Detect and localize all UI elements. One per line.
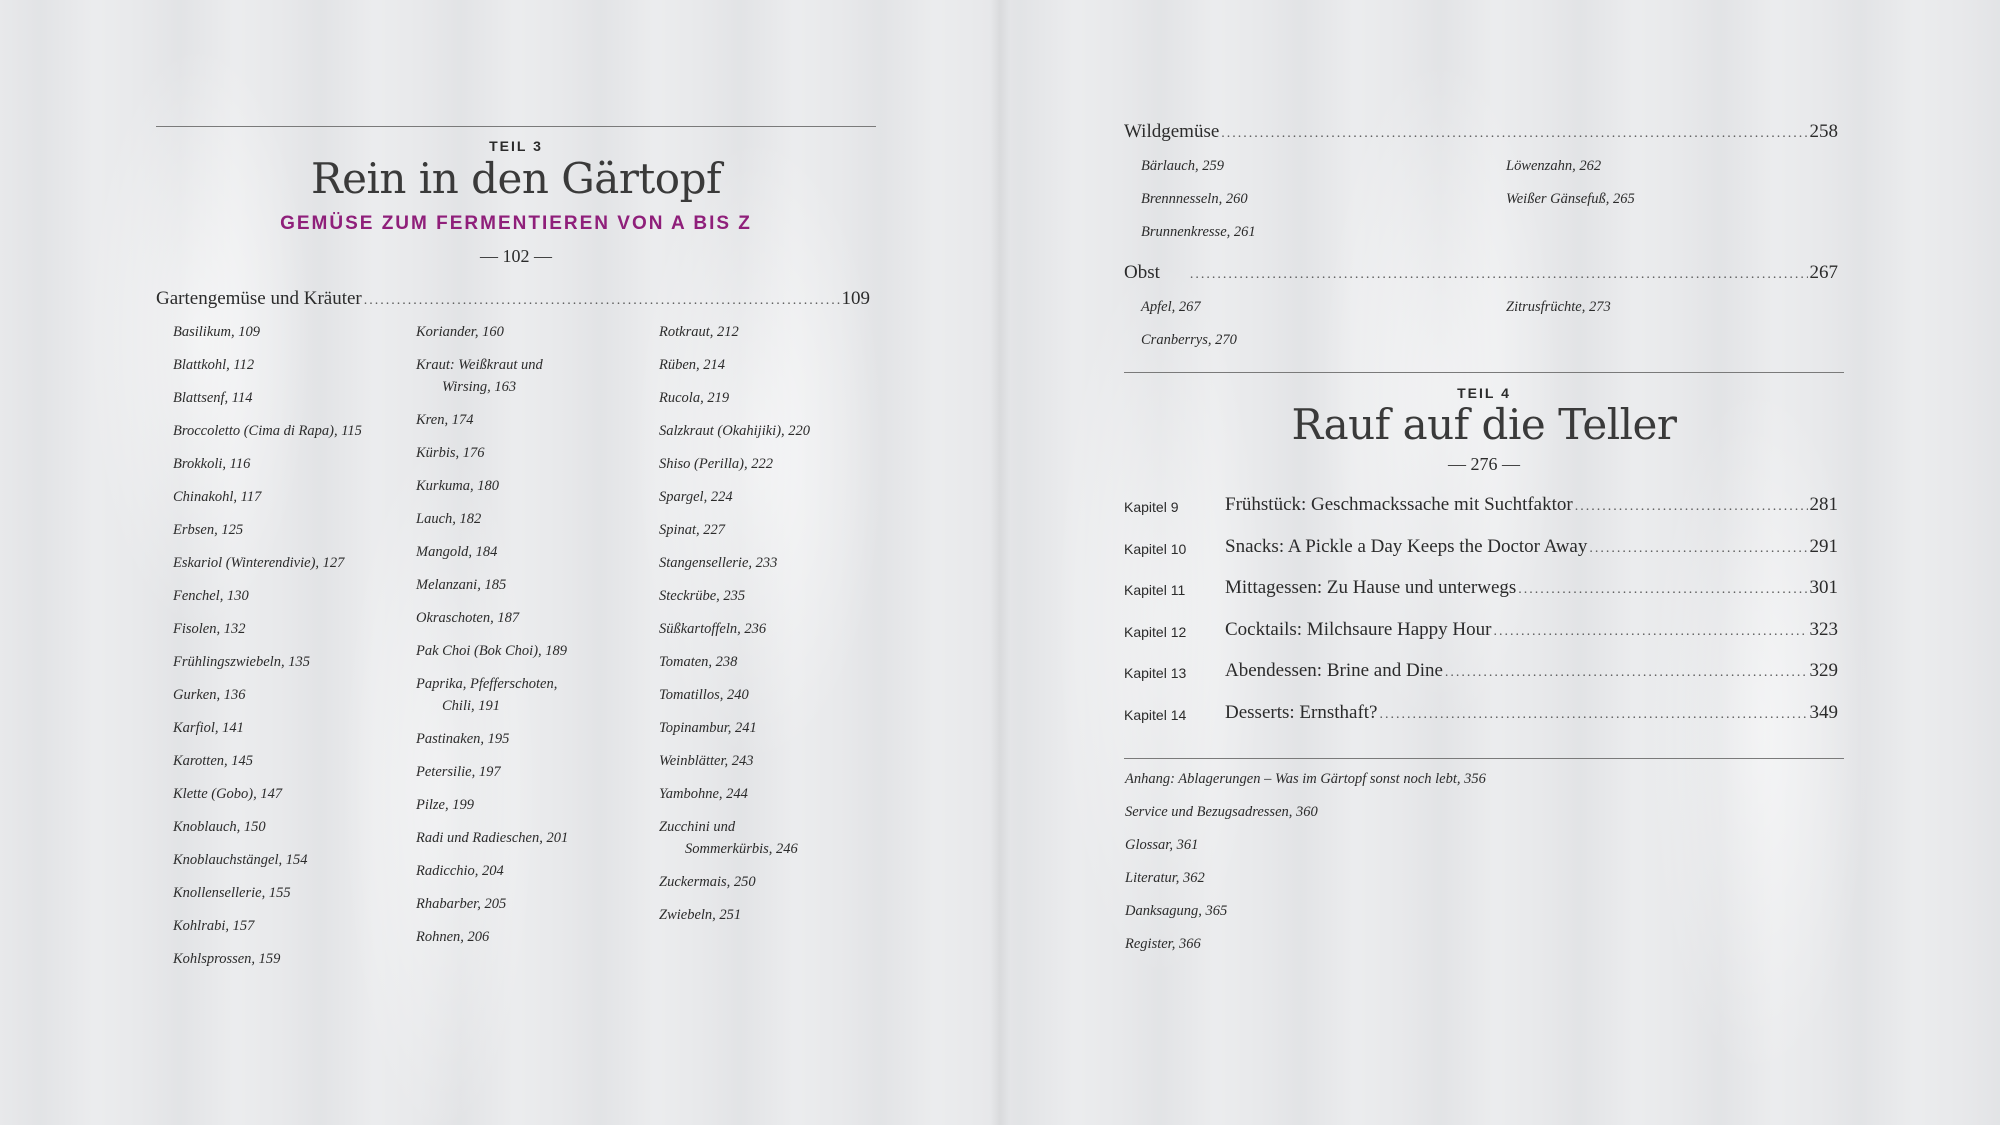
part-3-title: Rein in den Gärtopf (310, 154, 722, 203)
appendix-entry[interactable]: Glossar, 361 (1125, 837, 1199, 853)
toc-entry[interactable]: Klette (Gobo), 147 (173, 786, 283, 802)
toc-entry[interactable]: Zucchini und (659, 819, 736, 835)
toc-entry[interactable]: Kraut: Weißkraut und (416, 357, 543, 373)
toc-entry[interactable]: Frühlingszwiebeln, 135 (173, 654, 310, 670)
leader-dots (1518, 582, 1807, 598)
toc-entry[interactable]: Spinat, 227 (659, 522, 726, 538)
right-mid-rule (1124, 372, 1844, 373)
toc-entry[interactable]: Fisolen, 132 (173, 621, 246, 637)
chapter-page: 281 (1809, 494, 1838, 515)
section-page: 109 (841, 288, 870, 309)
part-4-page-mark: — 276 — (1448, 454, 1520, 474)
toc-entry[interactable]: Tomaten, 238 (659, 654, 738, 670)
part-3-subtitle: GEMÜSE ZUM FERMENTIEREN VON A BIS Z (280, 213, 752, 234)
toc-entry[interactable]: Yambohne, 244 (659, 786, 748, 802)
toc-entry[interactable]: Chinakohl, 117 (173, 489, 262, 505)
section-title: Gartengemüse und Kräuter (156, 288, 362, 309)
toc-entry[interactable]: Kohlsprossen, 159 (173, 951, 281, 967)
toc-entry[interactable]: Knollensellerie, 155 (173, 885, 291, 901)
chapter-entry[interactable] (1225, 577, 1838, 599)
toc-entry[interactable]: Kohlrabi, 157 (173, 918, 255, 934)
toc-entry[interactable]: Steckrübe, 235 (659, 588, 746, 604)
chapter-number: Kapitel 9 (1124, 499, 1179, 515)
chapter-page: 349 (1809, 702, 1838, 723)
toc-entry[interactable]: Weinblätter, 243 (659, 753, 754, 769)
chapter-number: Kapitel 10 (1124, 540, 1187, 557)
chapter-title: Snacks: A Pickle a Day Keeps the Doctor Away (1225, 535, 1588, 557)
leader-dots (1379, 707, 1807, 723)
toc-entry[interactable]: Okraschoten, 187 (416, 610, 520, 626)
chapter-number: Kapitel 14 (1124, 707, 1187, 723)
toc-entry[interactable]: Rucola, 219 (659, 390, 730, 406)
toc-entry[interactable]: Melanzani, 185 (416, 577, 507, 593)
appendix-entry[interactable]: Anhang: Ablagerungen – Was im Gärtopf sonst noch lebt, 356 (1125, 771, 1486, 787)
leader-dots (1221, 126, 1807, 142)
part-3-page-mark: — 102 — (480, 246, 552, 266)
leader-dots (1190, 267, 1808, 283)
toc-entry[interactable]: Knoblauch, 150 (173, 819, 266, 835)
toc-entry[interactable]: Fenchel, 130 (173, 588, 249, 604)
chapter-page: 323 (1809, 618, 1838, 640)
toc-entry[interactable]: Broccoletto (Cima di Rapa), 115 (173, 423, 362, 439)
toc-entry[interactable]: Radicchio, 204 (416, 863, 504, 879)
section-gartengemuese[interactable] (156, 288, 870, 310)
toc-entry[interactable]: Shiso (Perilla), 222 (659, 456, 773, 472)
chapter-number: Kapitel 12 (1124, 623, 1187, 640)
chapter-entry[interactable] (1225, 702, 1838, 724)
toc-entry[interactable]: Stangensellerie, 233 (659, 555, 778, 571)
toc-entry[interactable]: Radi und Radieschen, 201 (416, 830, 569, 846)
toc-entry[interactable]: Süßkartoffeln, 236 (659, 621, 767, 637)
teil-4-label: TEIL 4 (1457, 385, 1511, 401)
section-obst[interactable] (1124, 262, 1838, 284)
toc-entry[interactable]: Knoblauchstängel, 154 (173, 852, 308, 868)
chapter-number: Kapitel 13 (1124, 665, 1187, 682)
chapter-title: Abendessen: Brine and Dine (1225, 660, 1443, 682)
appendix-entry[interactable]: Register, 366 (1125, 936, 1201, 952)
toc-entry-continuation: Wirsing, 163 (442, 379, 517, 395)
toc-entry[interactable]: Topinambur, 241 (659, 720, 757, 736)
toc-entry-continuation: Sommerkürbis, 246 (685, 841, 798, 857)
chapter-entry[interactable] (1225, 494, 1838, 516)
toc-entry[interactable]: Lauch, 182 (416, 511, 482, 527)
toc-entry[interactable]: Blattsenf, 114 (173, 390, 253, 406)
appendix-entry[interactable]: Danksagung, 365 (1125, 903, 1228, 919)
toc-entry[interactable]: Pastinaken, 195 (416, 731, 510, 747)
toc-entry[interactable]: Karotten, 145 (173, 753, 254, 769)
toc-entry[interactable]: Brunnenkresse, 261 (1141, 224, 1256, 240)
toc-entry[interactable]: Rotkraut, 212 (659, 324, 739, 340)
chapter-number: Kapitel 11 (1124, 582, 1186, 599)
right-bottom-rule (1124, 758, 1844, 759)
toc-entry[interactable]: Kürbis, 176 (416, 445, 485, 461)
leader-dots (1589, 541, 1807, 557)
toc-entry[interactable]: Rohnen, 206 (416, 929, 490, 945)
toc-entry[interactable]: Koriander, 160 (416, 324, 504, 340)
leader-dots (1575, 499, 1808, 515)
toc-entry[interactable]: Bärlauch, 259 (1141, 158, 1224, 174)
left-top-rule (156, 126, 876, 127)
section-title: Obst (1124, 262, 1160, 283)
toc-entry[interactable]: Mangold, 184 (416, 544, 498, 560)
leader-dots (1445, 665, 1808, 681)
toc-entry[interactable]: Gurken, 136 (173, 687, 246, 703)
chapter-title: Frühstück: Geschmackssache mit Suchtfaktor (1225, 494, 1573, 515)
leader-dots (1493, 624, 1807, 640)
toc-entry[interactable]: Apfel, 267 (1141, 299, 1201, 315)
toc-entry[interactable]: Brokkoli, 116 (173, 456, 251, 472)
toc-entry[interactable]: Zuckermais, 250 (659, 874, 756, 890)
toc-entry[interactable]: Kurkuma, 180 (416, 478, 499, 494)
chapter-title: Mittagessen: Zu Hause und unterwegs (1225, 577, 1517, 599)
toc-entry[interactable]: Weißer Gänsefuß, 265 (1506, 191, 1635, 207)
chapter-title: Cocktails: Milchsaure Happy Hour (1225, 618, 1492, 640)
toc-entry[interactable]: Pilze, 199 (416, 797, 474, 813)
chapter-entry[interactable] (1225, 536, 1838, 558)
toc-entry[interactable]: Brennnesseln, 260 (1141, 191, 1248, 207)
toc-entry[interactable]: Paprika, Pfefferschoten, (416, 676, 558, 692)
section-wildgemuese[interactable] (1124, 121, 1838, 143)
book-spine (990, 0, 1010, 1125)
toc-entry[interactable]: Tomatillos, 240 (659, 687, 749, 703)
chapter-entry[interactable] (1225, 660, 1838, 682)
appendix-entry[interactable]: Service und Bezugsadressen, 360 (1125, 804, 1318, 820)
chapter-title: Desserts: Ernsthaft? (1225, 702, 1378, 723)
toc-entry[interactable]: Kren, 174 (416, 412, 474, 428)
chapter-entry[interactable] (1225, 619, 1838, 641)
toc-entry[interactable]: Rüben, 214 (659, 357, 726, 373)
chapter-page: 291 (1809, 535, 1838, 557)
toc-entry[interactable]: Pak Choi (Bok Choi), 189 (416, 643, 568, 659)
section-page: 258 (1809, 121, 1838, 142)
toc-entry[interactable]: Spargel, 224 (659, 489, 733, 505)
section-title: Wildgemüse (1124, 121, 1220, 142)
toc-entry[interactable]: Karfiol, 141 (173, 720, 244, 736)
toc-entry[interactable]: Eskariol (Winterendivie), 127 (173, 555, 345, 571)
toc-entry[interactable]: Basilikum, 109 (173, 324, 260, 340)
toc-entry[interactable]: Cranberrys, 270 (1141, 332, 1237, 348)
toc-entry[interactable]: Zwiebeln, 251 (659, 907, 742, 923)
toc-entry[interactable]: Rhabarber, 205 (416, 896, 507, 912)
toc-entry[interactable]: Zitrusfrüchte, 273 (1506, 299, 1611, 315)
chapter-page: 329 (1809, 660, 1838, 682)
toc-entry[interactable]: Erbsen, 125 (173, 522, 244, 538)
appendix-entry[interactable]: Literatur, 362 (1125, 870, 1205, 886)
teil-3-label: TEIL 3 (489, 138, 543, 154)
part-4-title: Rauf auf die Teller (1291, 400, 1677, 449)
toc-entry[interactable]: Petersilie, 197 (416, 764, 501, 780)
toc-entry-continuation: Chili, 191 (442, 698, 501, 714)
section-page: 267 (1809, 262, 1838, 283)
toc-entry[interactable]: Blattkohl, 112 (173, 357, 255, 373)
toc-entry[interactable]: Löwenzahn, 262 (1506, 158, 1602, 174)
toc-entry[interactable]: Salzkraut (Okahijiki), 220 (659, 423, 811, 439)
leader-dots (364, 293, 840, 309)
chapter-page: 301 (1809, 577, 1838, 599)
